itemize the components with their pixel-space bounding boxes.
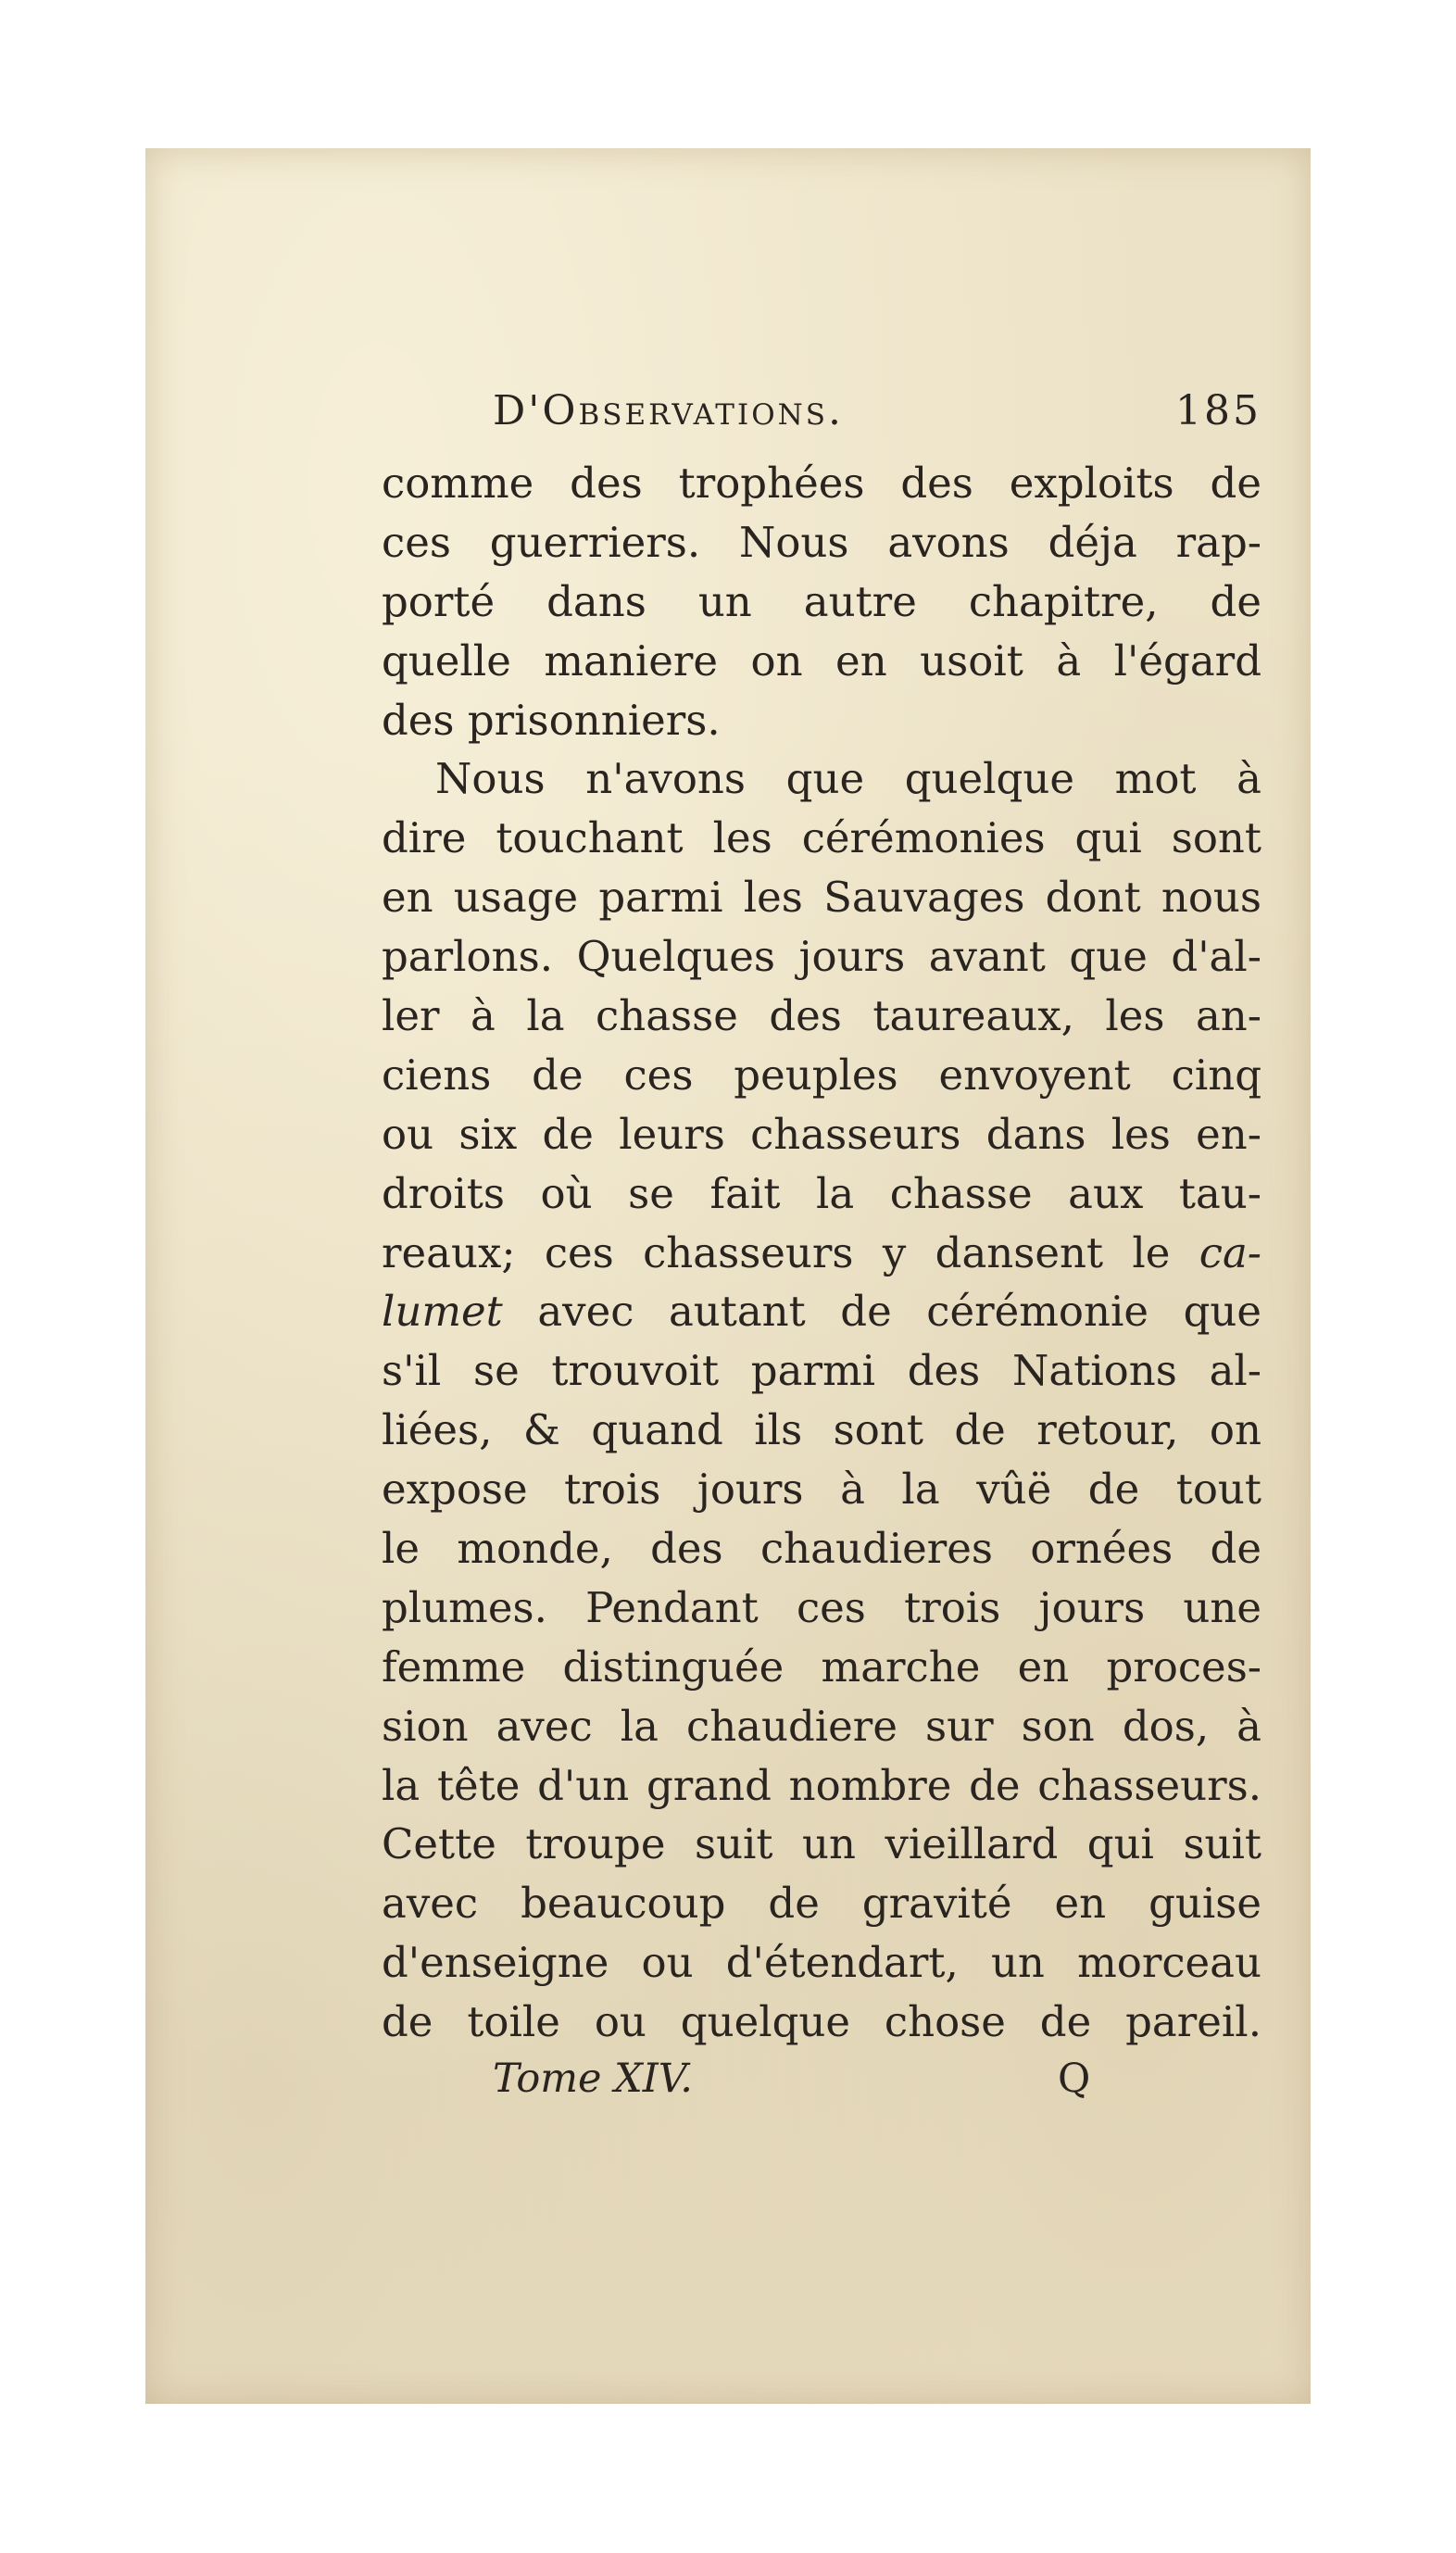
italic-word: ca- (1199, 1227, 1261, 1277)
text-block (382, 387, 1261, 2115)
catchword: Q (1058, 2056, 1091, 2103)
text-line (382, 1282, 1261, 1341)
text-run: avec autant de cérémonie que (502, 1287, 1261, 1337)
text-line: avec beaucoup de gravité en guise (382, 1879, 1261, 1929)
text-line: liées, & quand ils sont de retour, on (382, 1405, 1261, 1455)
paragraph-2 (382, 749, 1261, 2052)
text-line: Cette troupe suit un vieillard qui suit (382, 1819, 1261, 1869)
text-line: sion avec la chaudiere sur son dos, à (382, 1701, 1261, 1751)
text-line (382, 1224, 1261, 1283)
running-title: D'Observations. (493, 387, 844, 434)
text-line: droits où se fait la chasse aux tau- (382, 1168, 1261, 1218)
running-head (382, 387, 1261, 454)
text-line: parlons. Quelques jours avant que d'al- (382, 932, 1261, 982)
text-line: ler à la chasse des taureaux, les an- (382, 991, 1261, 1041)
text-line: s'il se trouvoit parmi des Nations al- (382, 1346, 1261, 1396)
text-line: quelle maniere on en usoit à l'égard (382, 635, 1261, 685)
text-line: en usage parmi les Sauvages dont nous (382, 873, 1261, 923)
page-footer (382, 2056, 1261, 2115)
text-run: reaux; ces chasseurs y dansent le (382, 1227, 1199, 1277)
signature-mark: Tome XIV. (493, 2056, 693, 2103)
text-line: ciens de ces peuples envoyent cinq (382, 1050, 1261, 1100)
paragraph-1 (382, 454, 1261, 749)
text-line: plumes. Pendant ces trois jours une (382, 1582, 1261, 1632)
text-line: comme des trophées des exploits de (382, 459, 1261, 508)
text-line: des prisonniers. (382, 695, 721, 745)
text-line: femme distinguée marche en proces- (382, 1641, 1261, 1692)
text-line: la tête d'un grand nombre de chasseurs. (382, 1760, 1261, 1810)
book-page (145, 148, 1311, 2404)
text-line: porté dans un autre chapitre, de (382, 576, 1261, 626)
text-line: Nous n'avons que quelque mot à (435, 754, 1261, 804)
text-line: expose trois jours à la vûë de tout (382, 1465, 1261, 1515)
text-line: de toile ou quelque chose de pareil. (382, 1997, 1261, 2047)
text-line: d'enseigne ou d'étendart, un morceau (382, 1938, 1261, 1988)
text-line: le monde, des chaudieres ornées de (382, 1524, 1261, 1574)
text-line: ou six de leurs chasseurs dans les en- (382, 1109, 1261, 1159)
italic-word: lumet (382, 1287, 503, 1337)
page-number: 185 (1175, 387, 1261, 434)
text-line: ces guerriers. Nous avons déja rap- (382, 517, 1261, 567)
text-line: dire touchant les cérémonies qui sont (382, 813, 1261, 863)
